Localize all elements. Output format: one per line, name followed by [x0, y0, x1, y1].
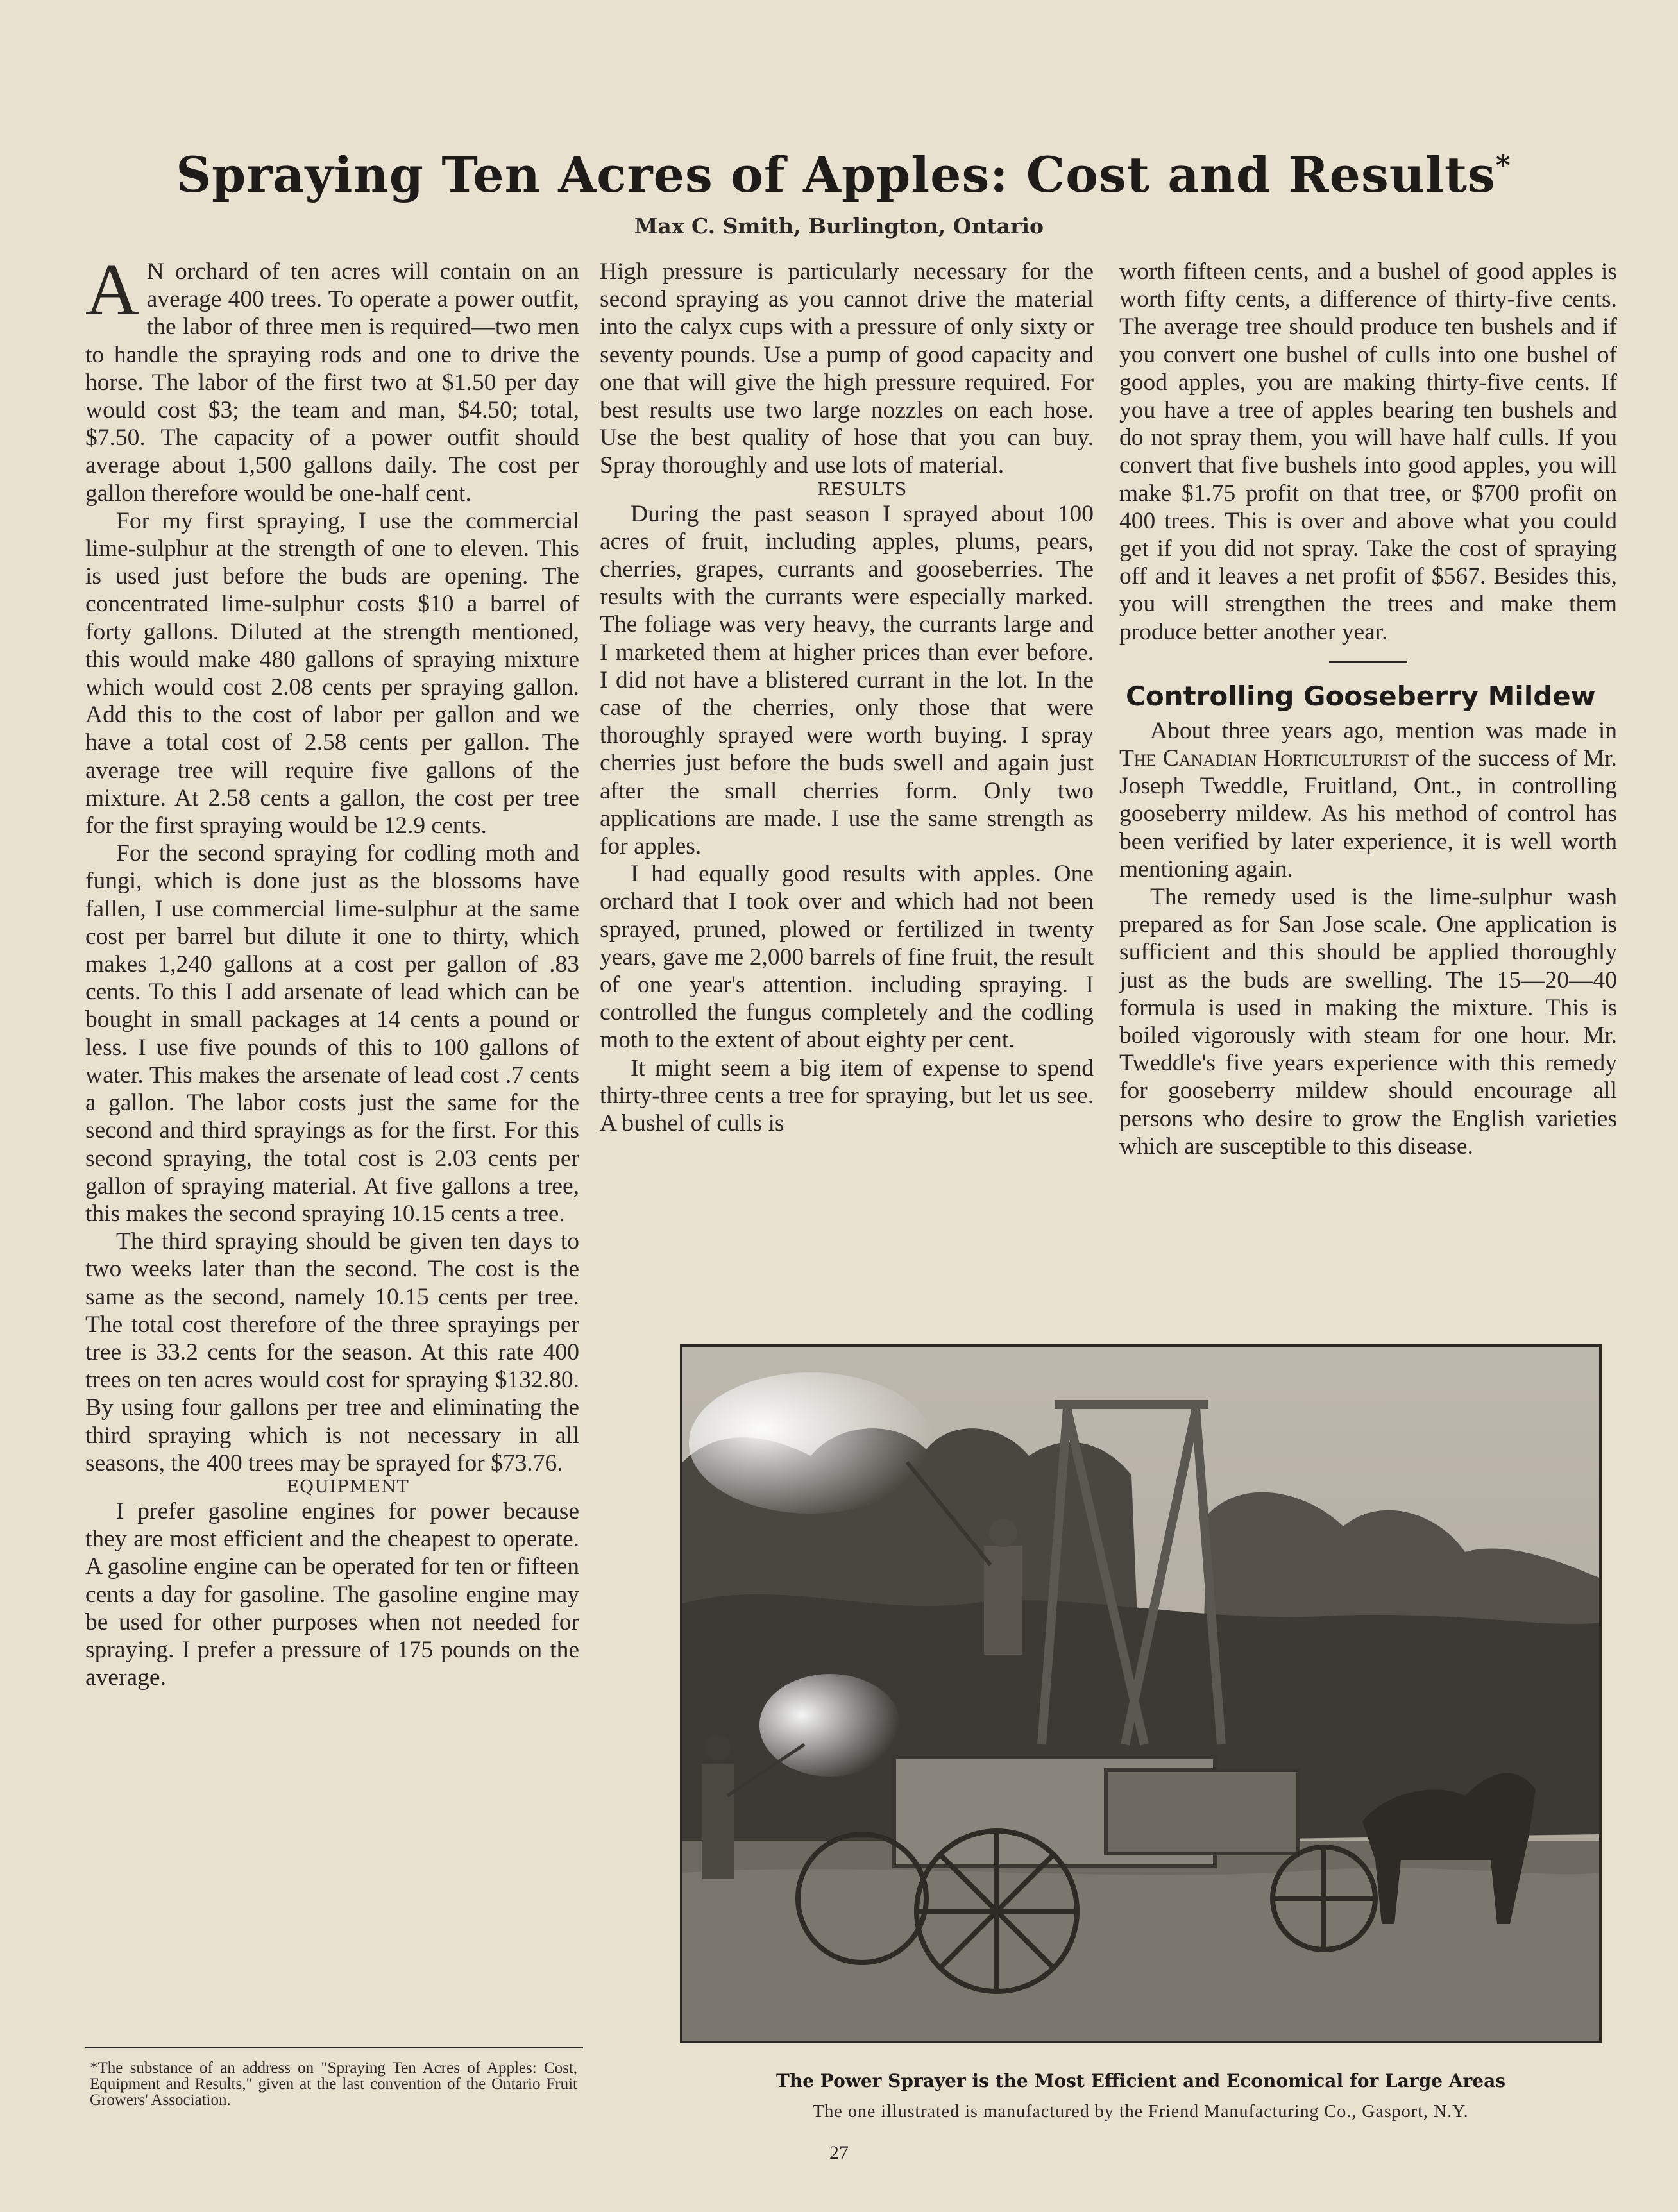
sprayer-illustration — [682, 1347, 1599, 2041]
paragraph: For my first spraying, I use the commercial lime-sulphur at the strength of one to eleven. This is used just before the buds are opening. The concentrated lime-sulphur costs $10 a barrel of forty gallons. Diluted at the strength mentioned, this would make 480 gallons of spraying mixture which would cost 2.08 cents per spraying gallon. Add this to the cost of labor per gallon and we have a total cost of 2.58 cents per gallon. The average tree will require five gallons of the mixture. At 2.58 cents a gallon, the cost per tree for the first spraying would be 12.9 cents. — [85, 507, 579, 840]
paragraph: I had equally good results with apples. One orchard that I took over and which had not been sprayed, pruned, plowed or fertilized in twenty years, gave me 2,000 barrels of fine fruit, the result of one year's attention. including spraying. I controlled the fungus completely and the codling moth to the extent of about eighty per cent. — [600, 861, 1094, 1054]
footnote-marker: * — [1495, 149, 1511, 182]
footnote: *The substance of an address on "Spraying Ten Acres of Apples: Cost, Equipment and Results," given at the last convention of the Ontario Fruit Growers' Association. — [90, 2059, 577, 2109]
paragraph: About three years ago, mention was made in The Canadian Horticulturist of the success of Mr. Joseph Tweddle, Fruitland, Ont., in controlling gooseberry mildew. As his method of control has been verified by later experience, it is well worth mentioning again. — [1119, 717, 1617, 882]
paragraph: worth fifteen cents, and a bushel of good apples is worth fifty cents, a difference of thirty-five cents. The average tree should produce ten bushels and if you convert one bushel of culls into one bushel of good apples, you are making thirty-five cents. If you have a tree of apples bearing ten bushels and do not spray them, you will have half culls. If you convert that five bushels into good apples, you will make $1.75 profit on that tree, or $700 profit on 400 trees. This is over and above what you could get if you did not spray. Take the cost of spraying off and it leaves a net profit of $567. Besides this, you will strengthen the trees and make them produce better another year. — [1119, 258, 1617, 645]
magazine-name: The Canadian Horticulturist — [1119, 745, 1409, 772]
section-heading: Controlling Gooseberry Mildew — [1126, 680, 1596, 712]
column-1 — [85, 249, 579, 1691]
column-3 — [1119, 258, 1617, 1160]
footnote-divider — [85, 2047, 583, 2048]
page-number: 27 — [829, 2142, 849, 2163]
subhead-equipment: EQUIPMENT — [286, 1476, 409, 1497]
column-2 — [600, 258, 1094, 1137]
paragraph: The third spraying should be given ten days to two weeks later than the second. The cost is the same as the second, namely 10.15 cents per tree. The total cost therefore of the three sprayings per tree is 33.2 cents for the season. At this rate 400 trees on ten acres would cost for spraying $132.80. By using four gallons per tree and eliminating the third spraying which is not necessary in all seasons, the 400 trees may be sprayed for $73.76. — [85, 1228, 579, 1476]
paragraph: It might seem a big item of expense to spend thirty-three cents a tree for spraying, but let us see. A bushel of culls is — [600, 1054, 1094, 1137]
subhead-results: RESULTS — [817, 479, 908, 500]
paragraph: During the past season I sprayed about 100 acres of fruit, including apples, plums, pears, cherries, grapes, currants and gooseberries. The results with the currants were especially marked. The foliage was very heavy, the currants large and I marketed them at higher prices than ever before. I did not have a blistered currant in the lot. In the case of the cherries, only those that were thoroughly sprayed were worth buying. I spray cherries just before the buds swell and again just after the small cherries form. Only two applications are made. I use the same strength as for apples. — [600, 500, 1094, 860]
author-byline: Max C. Smith, Burlington, Ontario — [634, 214, 1044, 239]
paragraph: I prefer gasoline engines for power because they are most efficient and the cheapest to operate. A gasoline engine can be operated for ten or fifteen cents a day for gasoline. The gasoline engine may be used for other purposes when not needed for spraying. I prefer a pressure of 175 pounds on the average. — [85, 1498, 579, 1691]
photo-caption: The Power Sprayer is the Most Efficient and Economical for Large Areas — [776, 2070, 1505, 2091]
paragraph: High pressure is particularly necessary for the second spraying as you cannot drive the material into the calyx cups with a pressure of only sixty or seventy pounds. Use a pump of good capacity and one that will give the high pressure required. For best results use two large nozzles on each hose. Use the best quality of hose that you can buy. Spray thoroughly and use lots of material. — [600, 258, 1094, 479]
section-divider — [1329, 661, 1407, 663]
paragraph: For the second spraying for codling moth and fungi, which is done just as the blossoms have fallen, I use commercial lime-sulphur at the same cost per barrel but dilute it one to thirty, which makes 1,240 gallons at a cost per gallon of .83 cents. To this I add arsenate of lead which can be bought in small packages at 14 cents a pound or less. I use five pounds of this to 100 gallons of water. This makes the arsenate of lead cost .7 cents a gallon. The labor costs just the same for the second and third sprayings as for the first. For this second spraying, the total cost is 2.03 cents per gallon of spraying material. At five gallons a tree, this makes the second spraying 10.15 cents a tree. — [85, 840, 579, 1227]
drop-cap: A — [85, 249, 139, 331]
photo-credit: The one illustrated is manufactured by the Friend Manufacturing Co., Gasport, N.Y. — [813, 2102, 1469, 2122]
sprayer-photograph — [680, 1344, 1602, 2043]
article-title: Spraying Ten Acres of Apples: Cost and Results* — [176, 146, 1511, 203]
paragraph: The remedy used is the lime-sulphur wash prepared as for San Jose scale. One application is sufficient and this should be applied thoroughly just as the buds are swelling. The 15—20—40 formula is used in making the mixture. This is boiled vigorously with steam for one hour. Mr. Tweddle's five years experience with this remedy for gooseberry mildew should encourage all persons who desire to grow the English varieties which are susceptible to this disease. — [1119, 884, 1617, 1160]
paragraph: A N orchard of ten acres will contain on an average 400 trees. To operate a power outfit, the labor of three men is required—two men to handle the spraying rods and one to drive the horse. The labor of the first two at $1.50 per day would cost $3; the team and man, $4.50; total, $7.50. The capacity of a power outfit should average about 1,500 gallons daily. The cost per gallon therefore would be one-half cent. — [85, 249, 579, 507]
